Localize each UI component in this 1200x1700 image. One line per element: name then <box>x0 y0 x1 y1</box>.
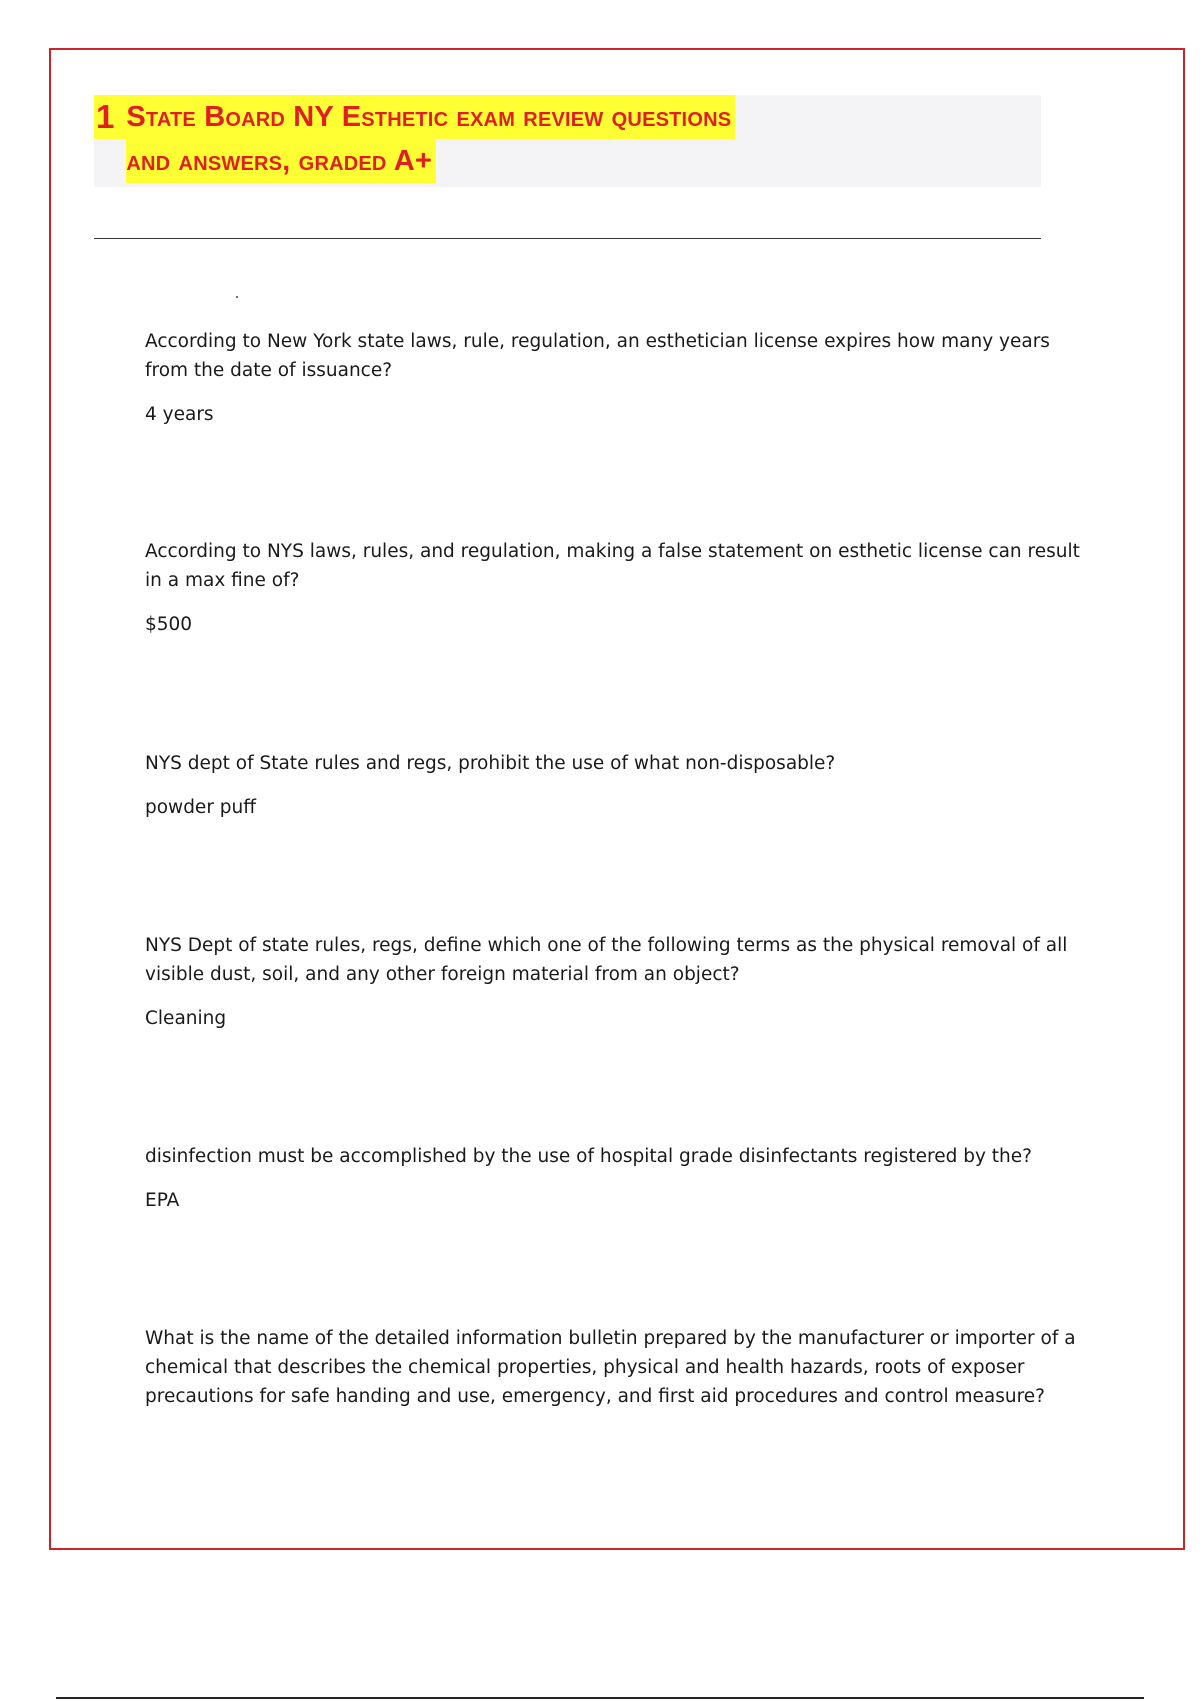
stray-dot <box>236 296 238 298</box>
question-text: What is the name of the detailed information bulletin prepared by the manufacturer or importer of a chemical that describes the chemical properties, physical and health hazards, roots of exposer precautions for safe handing and use, emergency, and first aid procedures and control measure? <box>145 1328 1076 1407</box>
qa-item <box>145 931 1085 1033</box>
question-text: disinfection must be accomplished by the use of hospital grade disinfectants registered by the? <box>145 1146 1032 1167</box>
question-text: According to NYS laws, rules, and regulation, making a false statement on esthetic license can result in a max fine of? <box>145 541 1080 591</box>
heading-divider <box>94 238 1041 239</box>
heading-title-line-2: and answers, graded A+ <box>126 139 436 183</box>
answer-text: 4 years <box>145 404 214 425</box>
answer-text: $500 <box>145 614 193 635</box>
qa-item <box>145 1324 1085 1411</box>
qa-item <box>145 537 1085 639</box>
qa-item <box>145 749 1085 822</box>
qa-item <box>145 1142 1085 1215</box>
qa-item <box>145 327 1085 429</box>
footer-divider <box>56 1697 1144 1699</box>
question-text: NYS Dept of state rules, regs, define which one of the following terms as the physical removal of all visible dust, soil, and any other foreign material from an object? <box>145 935 1068 985</box>
question-text: NYS dept of State rules and regs, prohibit the use of what non-disposable? <box>145 753 836 774</box>
answer-text: powder puff <box>145 797 257 818</box>
question-text: According to New York state laws, rule, regulation, an esthetician license expires how many years from the date of issuance? <box>145 331 1050 381</box>
document-heading <box>94 95 1041 187</box>
heading-title-line-1: State Board NY Esthetic exam review questions <box>126 95 735 139</box>
answer-text: EPA <box>145 1190 180 1211</box>
answer-text: Cleaning <box>145 1008 227 1029</box>
heading-number: 1 <box>94 95 126 139</box>
